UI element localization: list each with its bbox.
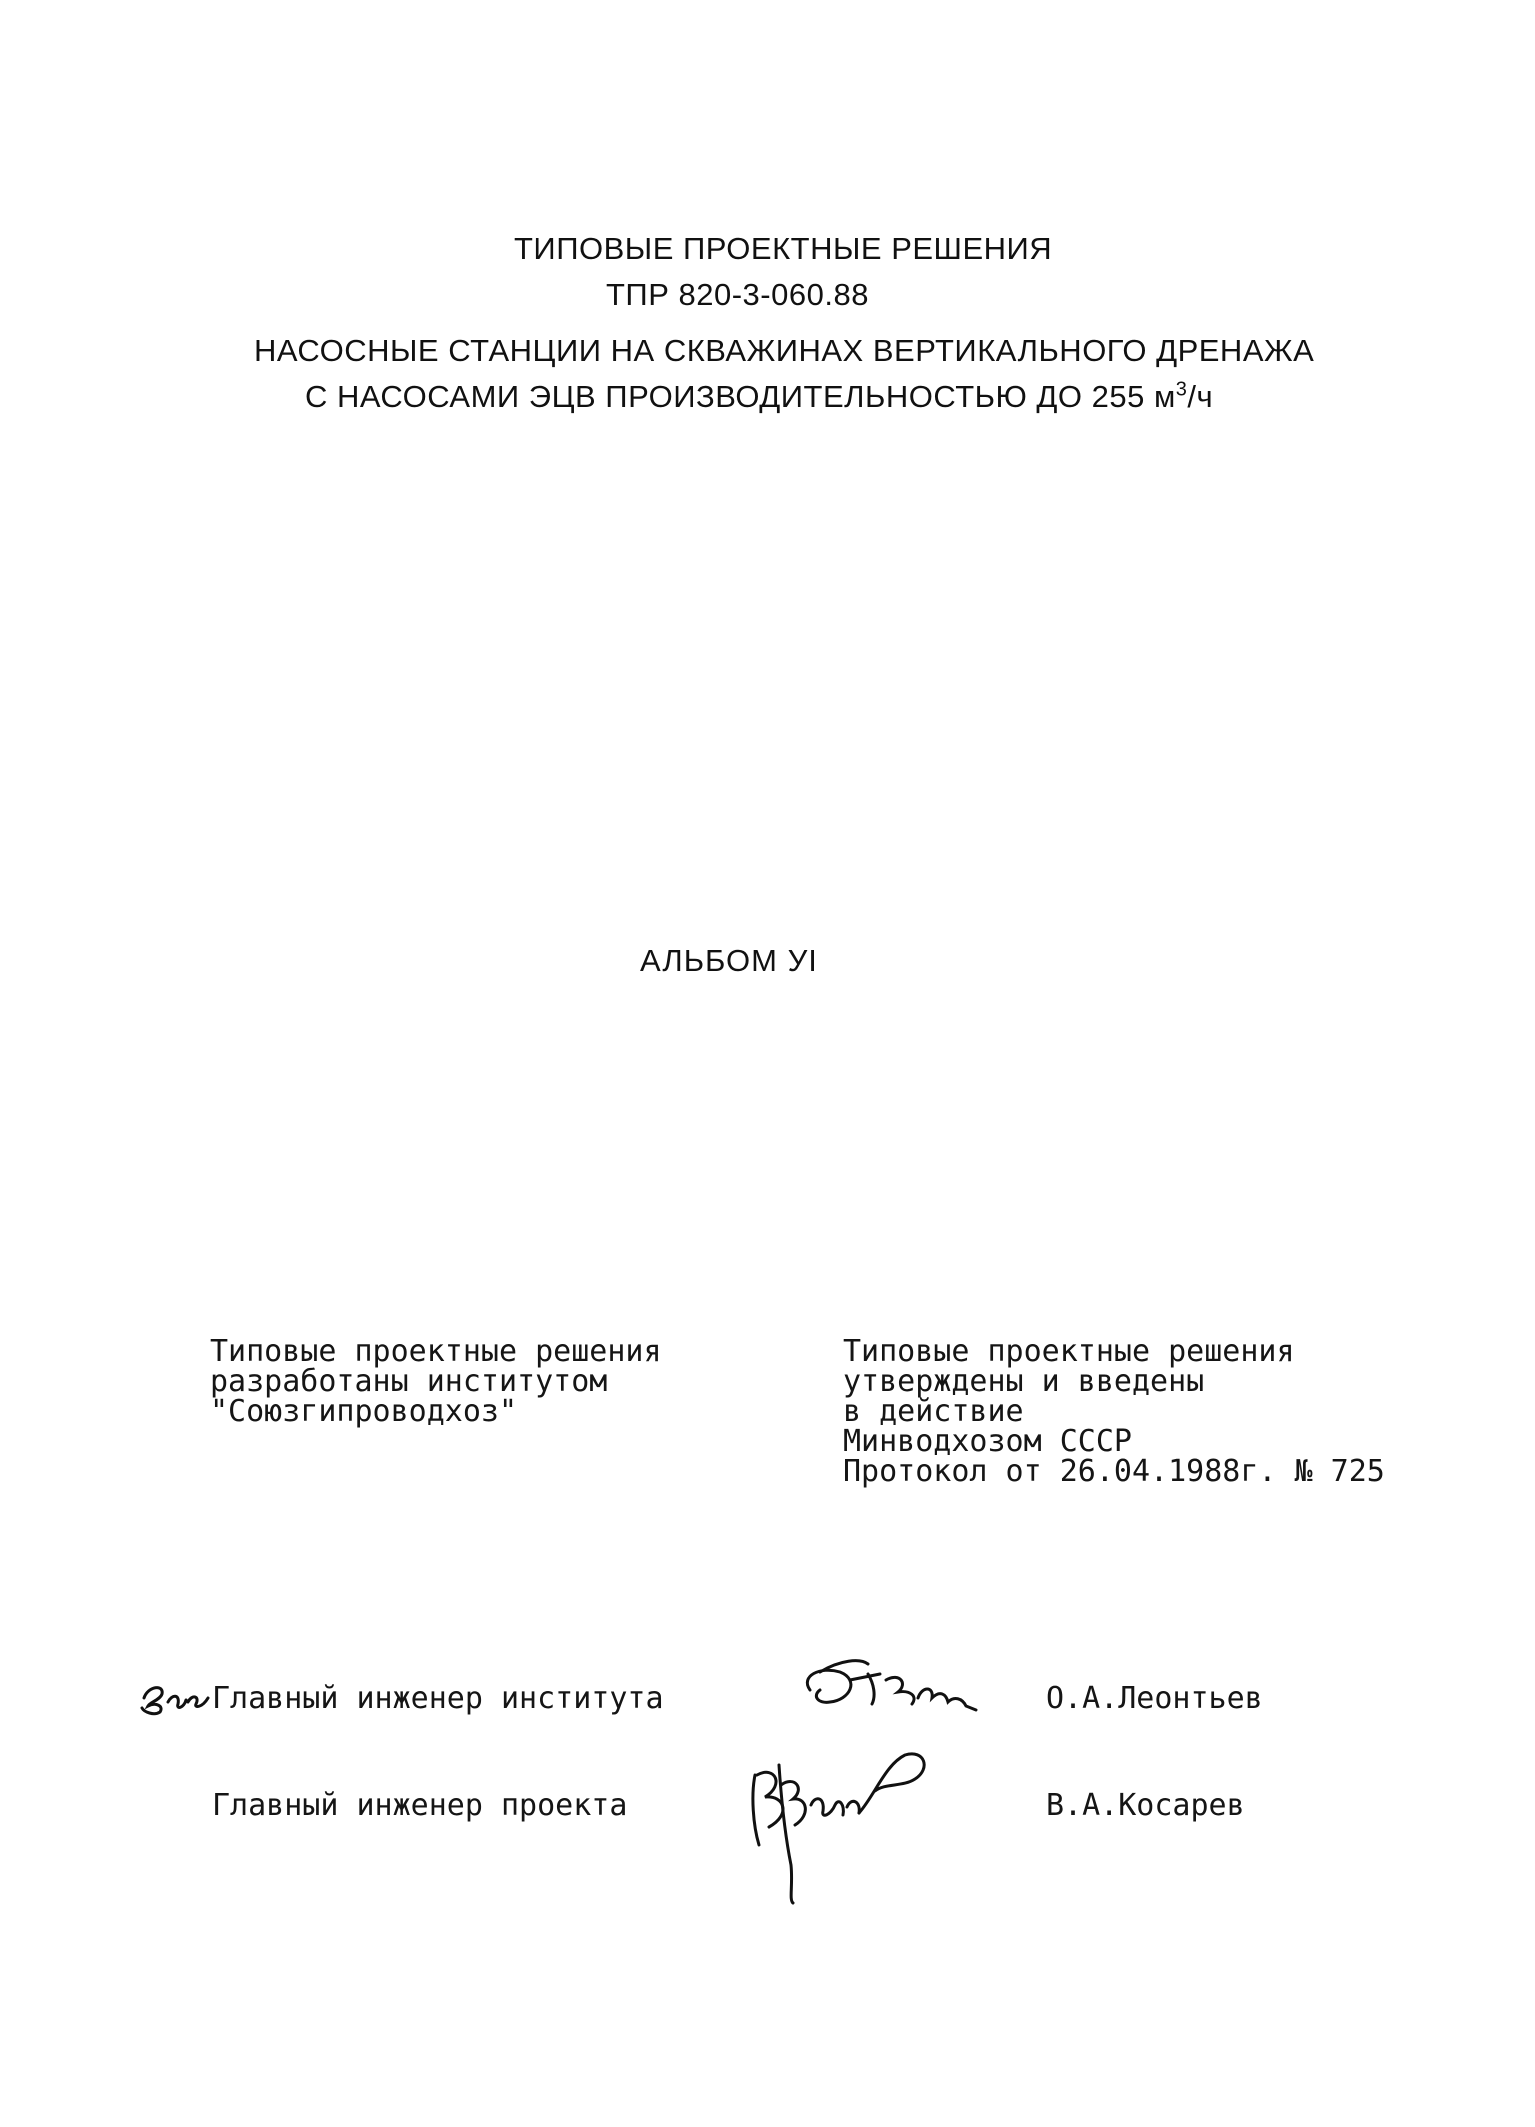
approval-protocol: Протокол от 26.04.1988г. № 725 [843, 1454, 1385, 1489]
signatory-name-institute: О.А.Леонтьев [1046, 1681, 1263, 1716]
unit-superscript: 3 [1175, 378, 1188, 401]
doc-subject-line2-main: С НАСОСАМИ ЭЦВ ПРОИЗВОДИТЕЛЬНОСТЬЮ ДО 255 м [305, 379, 1176, 414]
developer-line: разработаны институтом [210, 1364, 608, 1399]
doc-subject-line2 [305, 378, 1213, 416]
approval-block [843, 1334, 1385, 1489]
developer-line: Типовые проектные решения [210, 1334, 662, 1369]
signature-kosarev [735, 1735, 935, 1905]
approval-line: Типовые проектные решения [843, 1334, 1295, 1369]
developer-institute: "Союзгипроводхоз" [210, 1394, 518, 1429]
album-label: АЛЬБОМ УI [640, 943, 818, 978]
doc-subject-line2-tail: /ч [1187, 379, 1214, 414]
signatory-role-project: Главный инженер проекта [212, 1788, 628, 1823]
approval-line: в действие [843, 1394, 1024, 1429]
developer-block [210, 1334, 662, 1429]
doc-subject-line1: НАСОСНЫЕ СТАНЦИИ НА СКВАЖИНАХ ВЕРТИКАЛЬНОГО ДРЕНАЖА [254, 333, 1315, 368]
doc-type-title: ТИПОВЫЕ ПРОЕКТНЫЕ РЕШЕНИЯ [514, 231, 1053, 266]
doc-number: ТПР 820-3-060.88 [606, 277, 869, 312]
signature-leontiev [790, 1650, 990, 1730]
initials-handwriting [138, 1672, 218, 1716]
signatory-name-project: В.А.Косарев [1046, 1788, 1245, 1823]
approval-line: утверждены и введены [843, 1364, 1205, 1399]
signatory-role-institute: Главный инженер института [212, 1681, 664, 1716]
approval-ministry: Минводхозом СССР [843, 1424, 1132, 1459]
